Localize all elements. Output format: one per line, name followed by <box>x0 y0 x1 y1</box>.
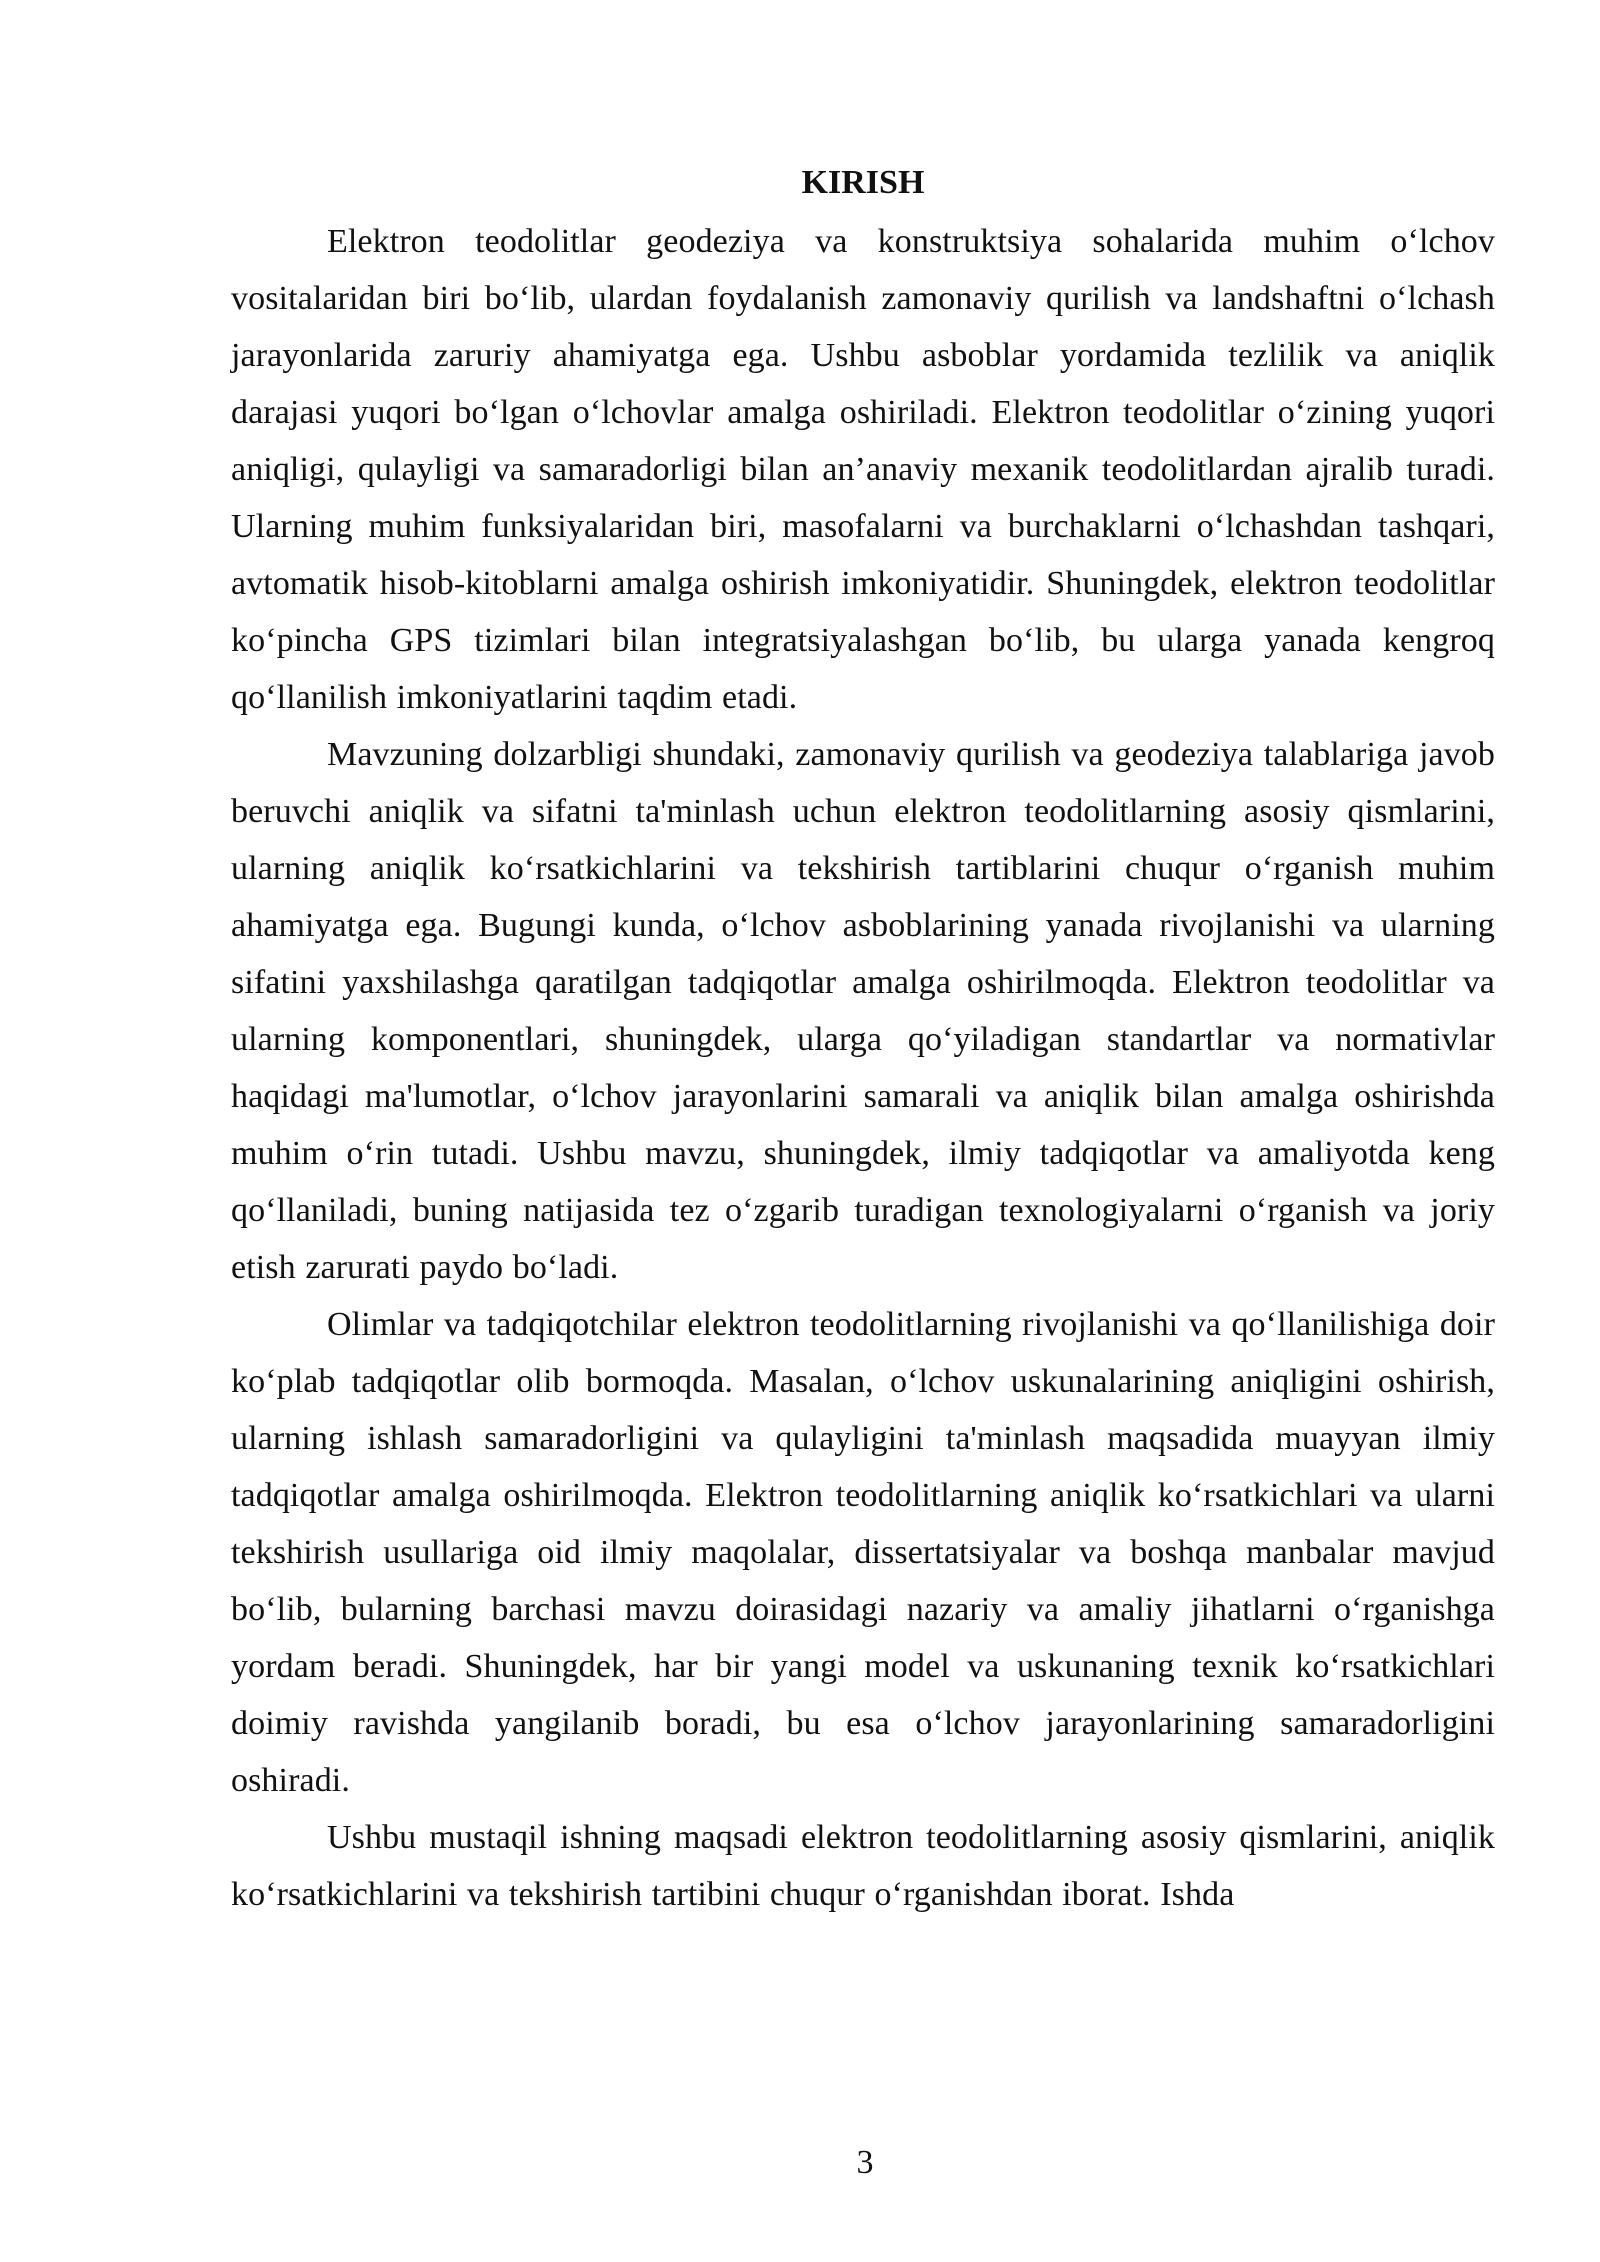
paragraph-intro: Elektron teodolitlar geodeziya va konstruktsiya sohalarida muhim o‘lchov vositalaridan biri bo‘lib, ulardan foydalanish zamonaviy qurilish va landshaftni o‘lchash jarayonlarida zaruriy ahamiyatga ega. Ushbu asboblar yordamida tezlilik va aniqlik darajasi yuqori bo‘lgan o‘lchovlar amalga oshiriladi. Elektron teodolitlar o‘zining yuqori aniqligi, qulayligi va samaradorligi bilan an’anaviy mexanik teodolitlardan ajralib turadi. Ularning muhim funksiyalaridan biri, masofalarni va burchaklarni o‘lchashdan tashqari, avtomatik hisob-kitoblarni amalga oshirish imkoniyatidir. Shuningdek, elektron teodolitlar ko‘pincha GPS tizimlari bilan integratsiyalashgan bo‘lib, bu ularga yanada kengroq qo‘llanilish imkoniyatlarini taqdim etadi. <box>231 223 1495 716</box>
paragraph-goal: Ushbu mustaqil ishning maqsadi elektron teodolitlarning asosiy qismlarini, aniqlik ko‘rsatkichlarini va tekshirish tartibini chuqur o‘rganishdan iborat. Ishda <box>231 1819 1495 1913</box>
paragraph-research: Olimlar va tadqiqotchilar elektron teodolitlarning rivojlanishi va qo‘llanilishiga doir ko‘plab tadqiqotlar olib bormoqda. Masalan, o‘lchov uskunalarining aniqligini oshirish, ularning ishlash samaradorligini va qulayligini ta'minlash maqsadida muayyan ilmiy tadqiqotlar amalga oshirilmoqda. Elektron teodolitlarning aniqlik ko‘rsatkichlari va ularni tekshirish usullariga oid ilmiy maqolalar, dissertatsiyalar va boshqa manbalar mavjud bo‘lib, bularning barchasi mavzu doirasidagi nazariy va amaliy jihatlarni o‘rganishga yordam beradi. Shuningdek, har bir yangi model va uskunaning texnik ko‘rsatkichlari doimiy ravishda yangilanib boradi, bu esa o‘lchov jarayonlarining samaradorligini oshiradi. <box>231 1306 1495 1799</box>
page-number: 3 <box>856 2144 874 2181</box>
page-title: KIRISH <box>801 164 925 201</box>
paragraph-relevance: Mavzuning dolzarbligi shundaki, zamonaviy qurilish va geodeziya talablariga javob beruvchi aniqlik va sifatni ta'minlash uchun elektron teodolitlarning asosiy qismlarini, ularning aniqlik ko‘rsatkichlarini va tekshirish tartiblarini chuqur o‘rganish muhim ahamiyatga ega. Bugungi kunda, o‘lchov asboblarining yanada rivojlanishi va ularning sifatini yaxshilashga qaratilgan tadqiqotlar amalga oshirilmoqda. Elektron teodolitlar va ularning komponentlari, shuningdek, ularga qo‘yiladigan standartlar va normativlar haqidagi ma'lumotlar, o‘lchov jarayonlarini samarali va aniqlik bilan amalga oshirishda muhim o‘rin tutadi. Ushbu mavzu, shuningdek, ilmiy tadqiqotlar va amaliyotda keng qo‘llaniladi, buning natijasida tez o‘zgarib turadigan texnologiyalarni o‘rganish va joriy etish zarurati paydo bo‘ladi. <box>231 736 1495 1286</box>
document-page <box>231 155 1495 1923</box>
